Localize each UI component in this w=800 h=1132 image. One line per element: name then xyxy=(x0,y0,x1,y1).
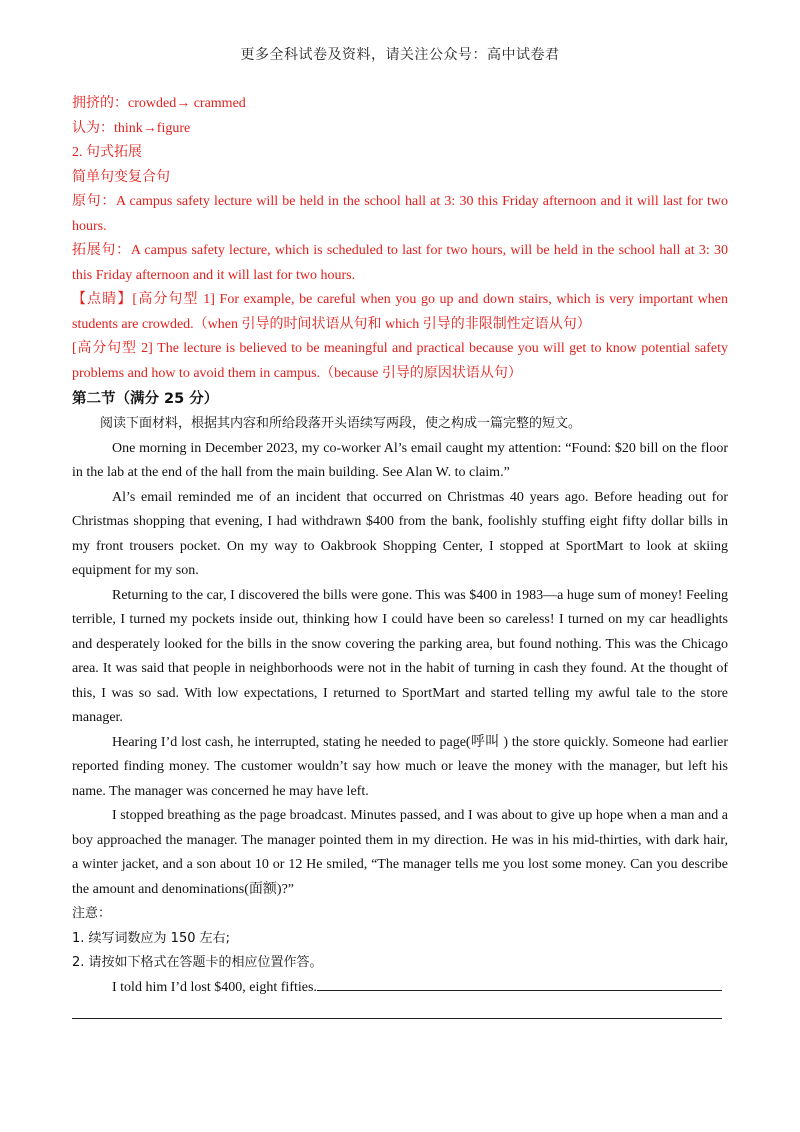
section-title: 第二节（满分 25 分） xyxy=(72,391,219,407)
story-paragraph: Al’s email reminded me of an incident that occurred on Christmas 40 years ago. Before heading out for Christmas shopping that evening, I had withdrawn $400 from the bank, foolishly stuffing eight fifty dollar bills in my front trousers pocket. On my way to Oakbrook Shopping Center, I stopped at SportMart to look at skiing equipment for my son. xyxy=(72,489,728,578)
instructions: 阅读下面材料，根据其内容和所给段落开头语续写两段，使之构成一篇完整的短文。 xyxy=(100,416,582,431)
answer-blank-line[interactable] xyxy=(72,1004,722,1019)
note-item: 1. 续写词数应为 150 左右; xyxy=(72,930,230,946)
original-sentence: 原句：A campus safety lecture will be held in the school hall at 3: 30 this Friday afternoon and it will last for two hours. xyxy=(72,194,728,234)
story-paragraph: Hearing I’d lost cash, he interrupted, stating he needed to page(呼叫 ) the store quickly. Someone had earlier reported finding money. The customer wouldn’t say how much or leave the money with the manager, but left his name. The manager was concerned he may have left. xyxy=(72,734,728,799)
story-paragraph: One morning in December 2023, my co-worker Al’s email caught my attention: “Found: $20 bill on the floor in the lab at the end of the hall from the main building. See Alan W. to claim.” xyxy=(72,440,728,480)
highlight-sentence-1: 【点睛】[高分句型 1] For example, be careful when you go up and down stairs, which is very important when students are crowded.（when 引导的时间状语从句和 which 引导的非限制性定语从句） xyxy=(72,292,728,332)
story-paragraph: Returning to the car, I discovered the bills were gone. This was $400 in 1983—a huge sum of money! Feeling terrible, I turned my pockets inside out, thinking how I could have been so careless! I turned on my car headlights and desperately looked for the bills in the snow covering the parking area, but found nothing. This was the Chicago area. It was said that people in neighborhoods were not in the habit of turning in cash they found. At the thought of this, I was so sad. With low expectations, I returned to SportMart and started telling my awful tale to the store manager. xyxy=(72,587,728,725)
expansion-heading: 2. 句式拓展 xyxy=(72,145,142,160)
highlight-sentence-2: [高分句型 2] The lecture is believed to be meaningful and practical because you will get to know potential safety problems and how to avoid them in campus.（because 引导的原因状语从句） xyxy=(72,341,728,381)
continuation-start: I told him I’d lost $400, eight fifties. xyxy=(112,979,317,995)
expanded-sentence: 拓展句：A campus safety lecture, which is scheduled to last for two hours, will be held in the school hall at 3: 30 this Friday afternoon and it will last for two hours. xyxy=(72,243,728,283)
vocab-item-crowded: 拥挤的：crowded→ crammed xyxy=(72,96,246,111)
story-paragraph: I stopped breathing as the page broadcast. Minutes passed, and I was about to give up hope when a man and a boy approached the manager. The manager pointed them in my direction. He was in his mid-thirties, with dark hair, a winter jacket, and a son about 10 or 12 He smiled, “The manager tells me you lost some money. Can you describe the amount and denominations(面额)?” xyxy=(72,808,728,897)
expansion-subheading: 简单句变复合句 xyxy=(72,169,170,185)
note-item: 2. 请按如下格式在答题卡的相应位置作答。 xyxy=(72,955,323,970)
page-header: 更多全科试卷及资料，请关注公众号：高中试卷君 xyxy=(240,47,560,63)
vocab-item-think: 认为：think→figure xyxy=(72,120,191,136)
notes-title: 注意： xyxy=(72,906,112,921)
document-body xyxy=(72,92,728,1019)
answer-blank[interactable] xyxy=(317,976,722,991)
continuation-line xyxy=(72,976,728,1001)
